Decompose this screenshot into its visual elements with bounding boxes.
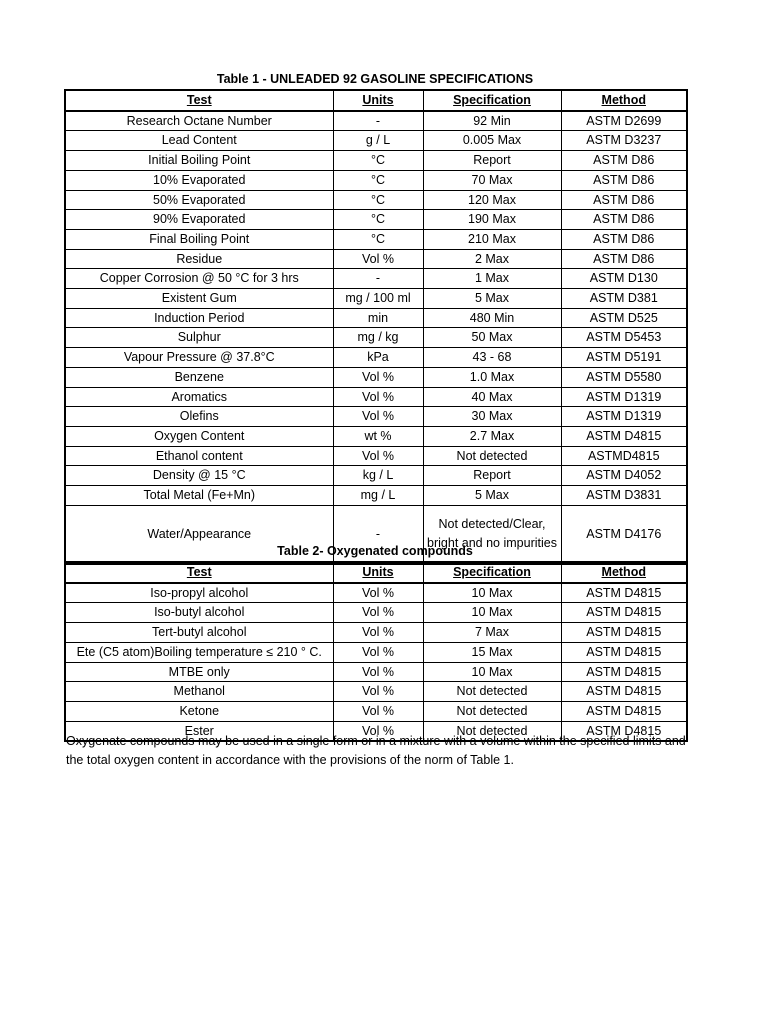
cell-method: ASTM D5453 — [561, 328, 687, 348]
cell-specification: Not detected — [423, 721, 561, 741]
column-header-specification: Specification — [423, 562, 561, 583]
cell-units: Vol % — [333, 642, 423, 662]
cell-method: ASTM D86 — [561, 229, 687, 249]
cell-test: Vapour Pressure @ 37.8°C — [65, 348, 333, 368]
cell-test: 90% Evaporated — [65, 210, 333, 230]
table-row — [65, 367, 687, 387]
cell-test: Induction Period — [65, 308, 333, 328]
cell-method: ASTM D4815 — [561, 662, 687, 682]
cell-specification: 43 - 68 — [423, 348, 561, 368]
cell-method: ASTM D525 — [561, 308, 687, 328]
table-row — [65, 190, 687, 210]
cell-specification: 1 Max — [423, 269, 561, 289]
column-header-units: Units — [333, 562, 423, 583]
cell-units: Vol % — [333, 387, 423, 407]
column-header-test: Test — [65, 90, 333, 111]
table-row — [65, 170, 687, 190]
oxygenated-compounds-table — [64, 561, 688, 742]
cell-units: - — [333, 505, 423, 564]
cell-specification: 2.7 Max — [423, 426, 561, 446]
table-row — [65, 486, 687, 506]
cell-specification: 0.005 Max — [423, 131, 561, 151]
table-row — [65, 623, 687, 643]
cell-test: Final Boiling Point — [65, 229, 333, 249]
cell-units: Vol % — [333, 446, 423, 466]
cell-specification: 40 Max — [423, 387, 561, 407]
table-row — [65, 289, 687, 309]
cell-test: Total Metal (Fe+Mn) — [65, 486, 333, 506]
cell-units: Vol % — [333, 407, 423, 427]
cell-specification: Report — [423, 466, 561, 486]
cell-method: ASTM D2699 — [561, 111, 687, 131]
cell-units: Vol % — [333, 623, 423, 643]
table-row — [65, 662, 687, 682]
cell-units: min — [333, 308, 423, 328]
cell-units: °C — [333, 229, 423, 249]
column-header-method: Method — [561, 90, 687, 111]
cell-method: ASTM D86 — [561, 151, 687, 171]
column-header-units: Units — [333, 90, 423, 111]
table-row — [65, 151, 687, 171]
cell-specification: Not detected — [423, 446, 561, 466]
footnote: Oxygenate compounds may be used in a single form or in a mixture with a volume within the specified limits and the total oxygen content in accordance with the provisions of the norm of Table 1. — [66, 734, 686, 767]
table-row — [65, 583, 687, 603]
cell-specification: Not detected — [423, 682, 561, 702]
cell-test: Research Octane Number — [65, 111, 333, 131]
cell-specification: 10 Max — [423, 603, 561, 623]
table-row — [65, 387, 687, 407]
cell-method: ASTM D4052 — [561, 466, 687, 486]
table-row — [65, 642, 687, 662]
cell-units: mg / 100 ml — [333, 289, 423, 309]
table2-title: Table 2- Oxygenated compounds — [277, 544, 473, 558]
cell-method: ASTM D4815 — [561, 701, 687, 721]
cell-test: Oxygen Content — [65, 426, 333, 446]
cell-specification: 10 Max — [423, 583, 561, 603]
cell-method: ASTM D4815 — [561, 642, 687, 662]
gasoline-spec-table — [64, 89, 688, 565]
cell-units: g / L — [333, 131, 423, 151]
table-row — [65, 328, 687, 348]
cell-specification: 30 Max — [423, 407, 561, 427]
cell-specification: Not detected — [423, 701, 561, 721]
cell-units: kPa — [333, 348, 423, 368]
table-row — [65, 701, 687, 721]
cell-method: ASTM D1319 — [561, 387, 687, 407]
cell-specification: 15 Max — [423, 642, 561, 662]
cell-method: ASTM D5191 — [561, 348, 687, 368]
column-header-test: Test — [65, 562, 333, 583]
cell-method: ASTM D4815 — [561, 583, 687, 603]
table-row — [65, 229, 687, 249]
cell-units: Vol % — [333, 662, 423, 682]
cell-units: °C — [333, 190, 423, 210]
table-row — [65, 603, 687, 623]
cell-specification: 120 Max — [423, 190, 561, 210]
table-row — [65, 210, 687, 230]
cell-test: 50% Evaporated — [65, 190, 333, 210]
column-header-method: Method — [561, 562, 687, 583]
table-row — [65, 446, 687, 466]
cell-units: Vol % — [333, 249, 423, 269]
table-header-row — [65, 90, 687, 111]
cell-method: ASTM D3831 — [561, 486, 687, 506]
table-row — [65, 131, 687, 151]
cell-units: mg / kg — [333, 328, 423, 348]
table-row — [65, 249, 687, 269]
cell-specification: 5 Max — [423, 289, 561, 309]
cell-method: ASTM D86 — [561, 190, 687, 210]
cell-test: Residue — [65, 249, 333, 269]
cell-test: Copper Corrosion @ 50 °C for 3 hrs — [65, 269, 333, 289]
cell-specification: 480 Min — [423, 308, 561, 328]
cell-units: °C — [333, 151, 423, 171]
table-row — [65, 466, 687, 486]
cell-test: Density @ 15 °C — [65, 466, 333, 486]
cell-method: ASTM D4815 — [561, 623, 687, 643]
cell-method: ASTM D86 — [561, 170, 687, 190]
table-row — [65, 348, 687, 368]
cell-units: Vol % — [333, 583, 423, 603]
table-row — [65, 269, 687, 289]
cell-method: ASTM D1319 — [561, 407, 687, 427]
cell-specification: 10 Max — [423, 662, 561, 682]
cell-method: ASTMD4815 — [561, 446, 687, 466]
cell-units: mg / L — [333, 486, 423, 506]
cell-specification: 92 Min — [423, 111, 561, 131]
cell-method: ASTM D4176 — [561, 505, 687, 564]
cell-test: Water/Appearance — [65, 505, 333, 564]
table1-title: Table 1 - UNLEADED 92 GASOLINE SPECIFICATIONS — [216, 72, 534, 86]
table-row — [65, 407, 687, 427]
table-row — [65, 682, 687, 702]
cell-test: Iso-propyl alcohol — [65, 583, 333, 603]
cell-method: ASTM D86 — [561, 249, 687, 269]
table-row — [65, 426, 687, 446]
cell-units: Vol % — [333, 701, 423, 721]
cell-test: Initial Boiling Point — [65, 151, 333, 171]
cell-test: Olefins — [65, 407, 333, 427]
cell-method: ASTM D5580 — [561, 367, 687, 387]
cell-specification: Not detected/Clear, bright and no impurities — [423, 505, 561, 564]
cell-method: ASTM D4815 — [561, 426, 687, 446]
cell-test: Aromatics — [65, 387, 333, 407]
cell-specification: 2 Max — [423, 249, 561, 269]
cell-method: ASTM D4815 — [561, 682, 687, 702]
cell-method: ASTM D4815 — [561, 603, 687, 623]
table-row — [65, 111, 687, 131]
cell-specification: 70 Max — [423, 170, 561, 190]
cell-units: kg / L — [333, 466, 423, 486]
cell-test: 10% Evaporated — [65, 170, 333, 190]
cell-method: ASTM D3237 — [561, 131, 687, 151]
cell-test: Ethanol content — [65, 446, 333, 466]
cell-specification: Report — [423, 151, 561, 171]
cell-test: Methanol — [65, 682, 333, 702]
cell-specification: 50 Max — [423, 328, 561, 348]
cell-specification: 5 Max — [423, 486, 561, 506]
cell-test: Ester — [65, 721, 333, 741]
cell-test: Tert-butyl alcohol — [65, 623, 333, 643]
cell-units: Vol % — [333, 603, 423, 623]
cell-units: Vol % — [333, 721, 423, 741]
cell-method: ASTM D381 — [561, 289, 687, 309]
cell-units: wt % — [333, 426, 423, 446]
cell-test: MTBE only — [65, 662, 333, 682]
cell-units: - — [333, 111, 423, 131]
table-header-row — [65, 562, 687, 583]
cell-units: °C — [333, 170, 423, 190]
cell-specification: 190 Max — [423, 210, 561, 230]
cell-test: Sulphur — [65, 328, 333, 348]
cell-method: ASTM D130 — [561, 269, 687, 289]
cell-units: Vol % — [333, 682, 423, 702]
cell-test: Iso-butyl alcohol — [65, 603, 333, 623]
cell-units: - — [333, 269, 423, 289]
cell-units: °C — [333, 210, 423, 230]
cell-test: Existent Gum — [65, 289, 333, 309]
cell-method: ASTM D4815 — [561, 721, 687, 741]
cell-method: ASTM D86 — [561, 210, 687, 230]
table-row — [65, 308, 687, 328]
cell-units: Vol % — [333, 367, 423, 387]
cell-specification: 7 Max — [423, 623, 561, 643]
cell-specification: 210 Max — [423, 229, 561, 249]
column-header-specification: Specification — [423, 90, 561, 111]
cell-test: Benzene — [65, 367, 333, 387]
cell-test: Lead Content — [65, 131, 333, 151]
cell-test: Ete (C5 atom)Boiling temperature ≤ 210 ° C. — [65, 642, 333, 662]
cell-test: Ketone — [65, 701, 333, 721]
cell-specification: 1.0 Max — [423, 367, 561, 387]
